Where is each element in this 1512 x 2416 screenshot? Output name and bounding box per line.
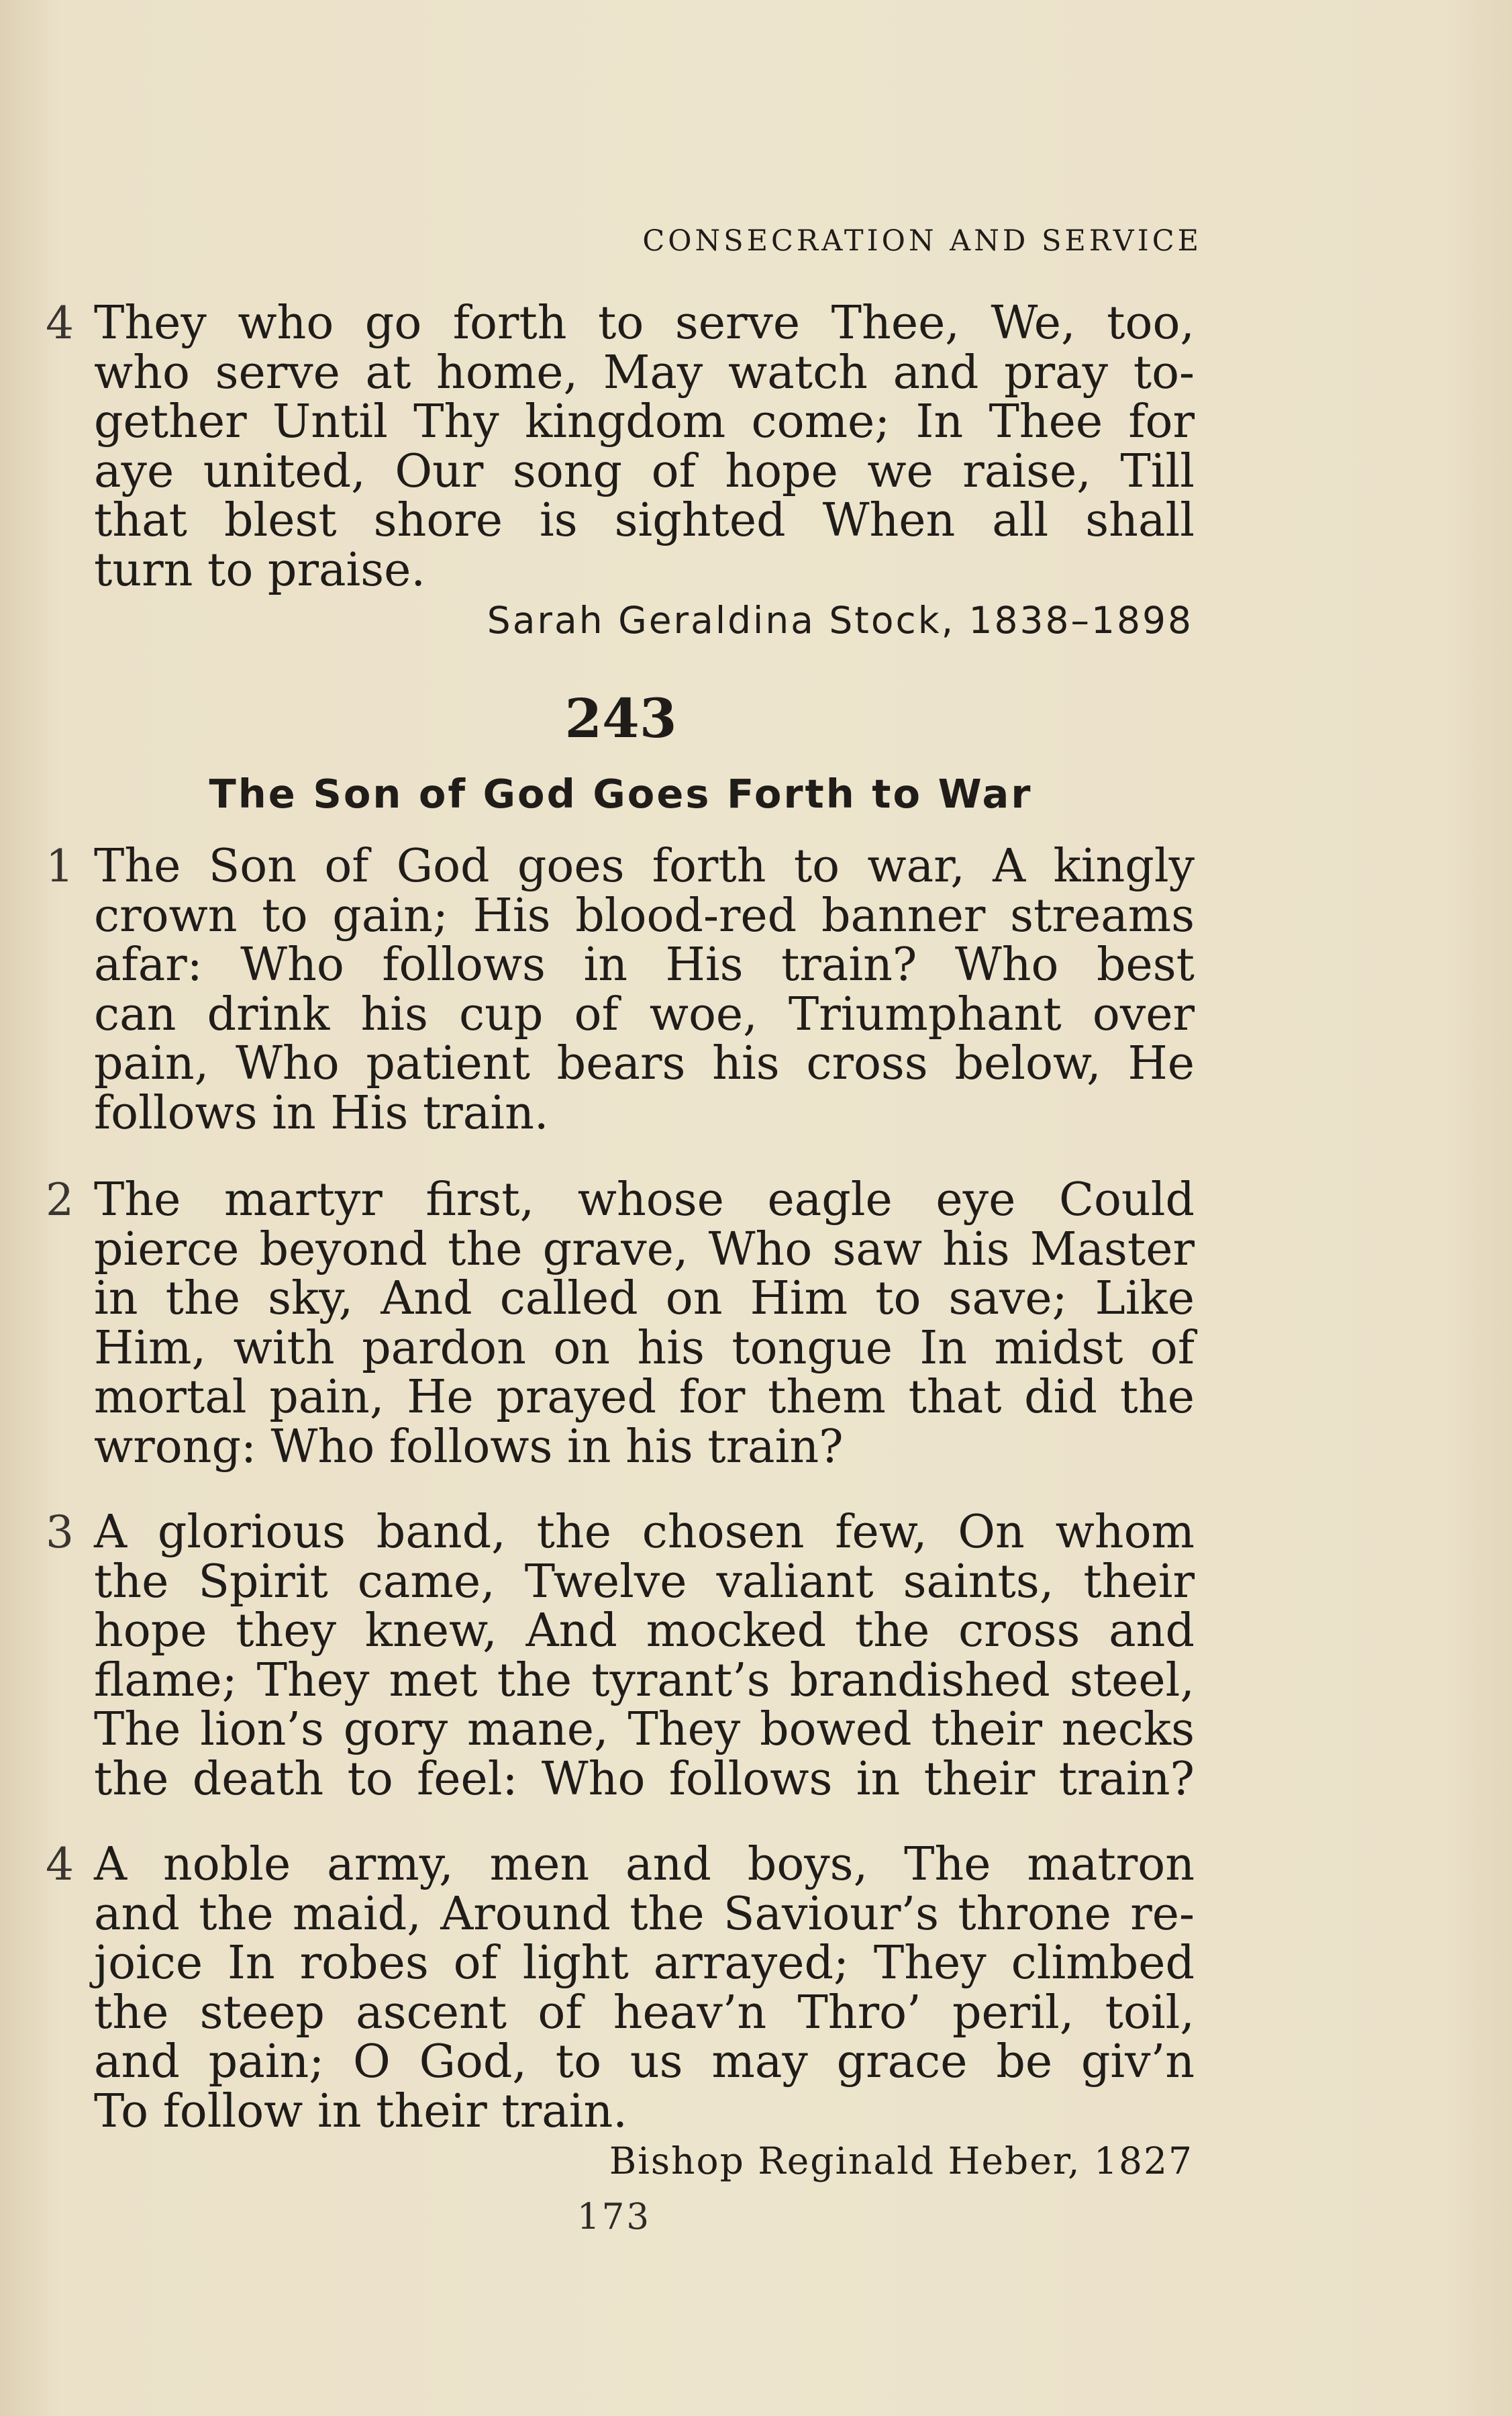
verse-line: mortal pain, He prayed for them that did the: [94, 1371, 1195, 1424]
verse-number: 4: [46, 1839, 74, 1890]
verse-line: They who go forth to serve Thee, We, too,: [94, 297, 1195, 350]
verse-line: joice In robes of light arrayed; They climbed: [94, 1937, 1195, 1990]
verse-line: the death to feel: Who follows in their train?: [94, 1752, 1195, 1806]
verse-line: the Spirit came, Twelve valiant saints, their: [94, 1555, 1195, 1608]
verse-line: The lion’s gory mane, They bowed their necks: [94, 1703, 1195, 1756]
verse-line: flame; They met the tyrant’s brandished steel,: [94, 1653, 1195, 1707]
verse-number: 3: [46, 1506, 74, 1558]
verse-line: can drink his cup of woe, Triumphant over: [94, 987, 1195, 1041]
verse-line: A noble army, men and boys, The matron: [94, 1838, 1195, 1891]
verse-line: follows in His train.: [94, 1086, 549, 1140]
prev-hymn-verse-4: [46, 297, 1195, 597]
verse-line: turn to praise.: [94, 543, 425, 597]
hymn-author: Bishop Reginald Heber, 1827: [609, 2139, 1193, 2182]
verse-line: hope they knew, And mocked the cross and: [94, 1604, 1195, 1657]
verse-number: 1: [46, 840, 74, 892]
hymn-verse-4: [46, 1838, 1195, 2138]
verse-line: the steep ascent of heav’n Thro’ peril, toil,: [94, 1986, 1195, 2039]
verse-line: afar: Who follows in His train? Who best: [94, 938, 1195, 992]
hymn-title: The Son of God Goes Forth to War: [209, 771, 1033, 817]
verse-line: that blest shore is sighted When all shall: [94, 494, 1195, 547]
verse-number: 4: [46, 297, 74, 349]
verse-line: crown to gain; His blood-red banner streams: [94, 889, 1195, 943]
verse-line: Him, with pardon on his tongue In midst of: [94, 1321, 1195, 1375]
verse-line: gether Until Thy kingdom come; In Thee for: [94, 395, 1195, 448]
running-header: CONSECRATION AND SERVICE: [642, 224, 1202, 258]
hymn-verse-3: [46, 1506, 1195, 1806]
verse-line: A glorious band, the chosen few, On whom: [94, 1506, 1195, 1559]
verse-number: 2: [46, 1174, 74, 1226]
verse-line: pierce beyond the grave, Who saw his Master: [94, 1222, 1195, 1276]
verse-line: and the maid, Around the Saviour’s throne re-: [94, 1887, 1195, 1941]
verse-line: aye united, Our song of hope we raise, Till: [94, 444, 1195, 498]
verse-line: wrong: Who follows in his train?: [94, 1420, 844, 1473]
hymn-verse-1: [46, 840, 1195, 1140]
page-number: 173: [576, 2196, 652, 2237]
verse-line: pain, Who patient bears his cross below, He: [94, 1037, 1195, 1090]
verse-line: in the sky, And called on Him to save; Like: [94, 1272, 1195, 1325]
verse-line: who serve at home, May watch and pray to-: [94, 346, 1195, 399]
verse-line: and pain; O God, to us may grace be giv’n: [94, 2035, 1195, 2088]
verse-line: To follow in their train.: [94, 2084, 627, 2138]
prev-hymn-author: Sarah Geraldina Stock, 1838–1898: [487, 599, 1193, 642]
verse-line: The martyr first, whose eagle eye Could: [94, 1173, 1195, 1226]
verse-line: The Son of God goes forth to war, A kingly: [94, 840, 1195, 893]
hymn-number: 243: [564, 687, 677, 750]
hymn-verse-2: [46, 1173, 1195, 1473]
